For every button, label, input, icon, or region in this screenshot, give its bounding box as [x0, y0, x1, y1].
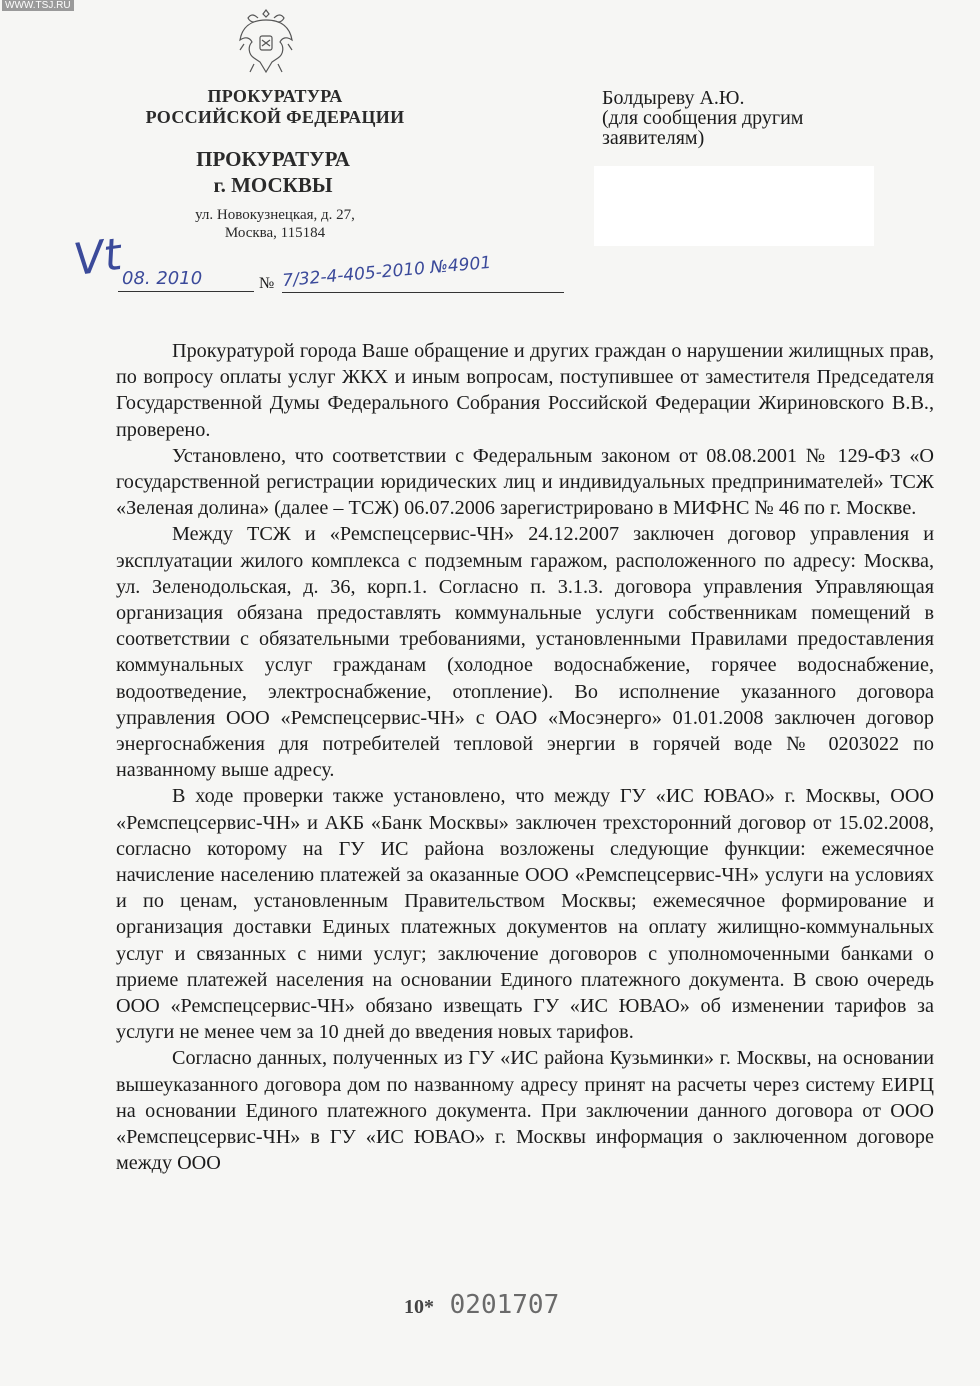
reference-number	[281, 252, 564, 293]
reference-number-value: 7/32-4-405-2010 №4901	[281, 252, 492, 292]
suborg-line-1: ПРОКУРАТУРА	[196, 147, 350, 171]
document-serial	[404, 1290, 559, 1320]
recipient-note-line-1: (для сообщения другим	[602, 107, 804, 129]
org-address	[140, 206, 410, 242]
coat-of-arms-icon	[236, 6, 296, 78]
paragraph: Прокуратурой города Ваше обращение и других граждан о нарушении жилищных прав, по вопросу оплаты услуг ЖКХ и иным вопросам, поступившее от заместителя Председателя Государственной Думы Федерального Собрания Российской Федерации Жириновского В.В., проверено.	[116, 340, 934, 441]
suborg-line-2: г. МОСКВЫ	[213, 173, 333, 197]
letter-body	[116, 338, 934, 1177]
handwritten-signature: Vt	[70, 228, 125, 287]
sub-organization-name	[118, 146, 428, 198]
recipient-note-line-2: заявителям)	[602, 127, 705, 149]
paragraph: Между ТСЖ и «Ремспецсервис-ЧН» 24.12.2007 заключен договор управления и эксплуатации жилого комплекса с подземным гаражом, расположенного по адресу: Москва, ул. Зеленодольская, д. 36, корп.1. Согласно п. 3.1.3. договора управления Управляющая организация обязана предоставлять коммунальные услуги собственникам помещений в соответствии с обязательными требованиями, установленными Правилами предоставления коммунальных услуг гражданам (холодное водоснабжение, горячее водоснабжение, водоотведение, электроснабжение, отопление). Во исполнение указанного договора управления ООО «Ремспецсервис-ЧН» с ОАО «Мосэнерго» 01.01.2008 заключен договор энергоснабжения для потребителей тепловой энергии в горячей воде № 0203022 по названному выше адресу.	[116, 523, 934, 782]
site-watermark: WWW.TSJ.RU	[2, 0, 74, 11]
recipient-name: Болдыреву А.Ю.	[602, 87, 745, 109]
paragraph: Согласно данных, полученных из ГУ «ИС района Кузьминки» г. Москвы, на основании вышеуказанного договора дом по названному адресу принят на расчеты через систему ЕИРЦ на основании Единого платежного документа. При заключении данного договора от ООО «Ремспецсервис-ЧН» в ГУ «ИС ЮВАО» г. Москвы информация о заключенном договоре между ООО	[116, 1047, 934, 1175]
address-line-2: Москва, 115184	[224, 225, 326, 241]
serial-prefix: 10*	[404, 1296, 434, 1318]
recipient-block	[602, 88, 932, 148]
reference-date: 08. 2010	[118, 268, 254, 292]
reference-number-label: №	[259, 275, 275, 292]
organization-name	[120, 86, 430, 128]
paragraph: В ходе проверки также установлено, что между ГУ «ИС ЮВАО» г. Москвы, ООО «Ремспецсервис-ЧН» и АКБ «Банк Москвы» заключен трехсторонний договор от 15.02.2008, согласно которому на ГУ ИС района возложены следующие функции: ежемесячное начисление населению платежей за оказанные ООО «Ремспецсервис-ЧН» услуги на условиях и по ценам, установленным Правительством Москвы; ежемесячное формирование и организация доставки Единых платежных документов на оплату жилищно-коммунальных услуг и связанных с ними услуг; заключение договоров с уполномоченными банками о приеме платежей населения на основании Единого платежного документа. В свою очередь ООО «Ремспецсервис-ЧН» обязано извещать ГУ «ИС ЮВАО» об изменении тарифов за услуги не менее чем за 10 дней до введения новых тарифов.	[116, 785, 934, 1044]
paragraph: Установлено, что соответствии с Федеральным законом от 08.08.2001 № 129-ФЗ «О государственной регистрации юридических лиц и индивидуальных предпринимателей» ТСЖ «Зеленая долина» (далее – ТСЖ) 06.07.2006 зарегистрировано в МИФНС № 46 по г. Москве.	[116, 444, 934, 520]
address-line-1: ул. Новокузнецкая, д. 27,	[195, 207, 355, 223]
org-line-2: РОССИЙСКОЙ ФЕДЕРАЦИИ	[145, 107, 405, 127]
org-line-1: ПРОКУРАТУРА	[207, 86, 343, 106]
redacted-area	[594, 166, 874, 246]
serial-number: 0201707	[449, 1290, 560, 1320]
